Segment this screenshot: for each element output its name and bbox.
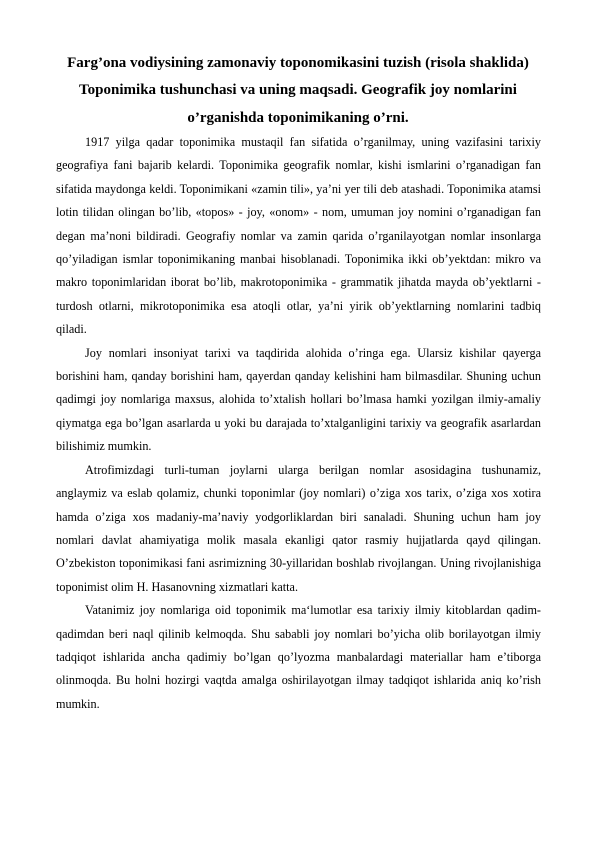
paragraph-3: Atrofimizdagi turli-tuman joylarni ularga berilgan nomlar asosidagina tushunamiz, anglaymiz va eslab qolamiz, chunki toponimlar (joy nomlari) o’ziga xos tarix, o’ziga xos xotira hamda o’ziga xos madaniy-ma’naviy yodgorliklardan biri sanaladi. Shuning uchun ham joy nomlari davlat ahamiyatiga molik masala ekanligi qator rasmiy hujjatlarda qayd qilingan. O’zbekiston toponimikasi fani asrimizning 30-yillaridan boshlab rivojlangan. Uning rivojlanishiga toponimist olim H. Hasanovning xizmatlari katta. [56, 462, 541, 594]
paragraph-2: Joy nomlari insoniyat tarixi va taqdirida alohida o’ringa ega. Ularsiz kishilar qayerga borishini ham, qanday borishini ham, qayerdan qanday kelishini ham bilmasdilar. Shuning uchun qadimgi joy nomlariga maxsus, alohida to’xtalish hollari bo’lmasa hamki yozilgan ilmiy-amaliy qiymatga ega bo’lgan asarlarda u yoki bu darajada to’xtalganligini tarixiy va geografik asarlardan bilishimiz mumkin. [56, 345, 541, 454]
paragraph-1: 1917 yilga qadar toponimika mustaqil fan sifatida o’rganilmay, uning vazifasini tarixiy geografiya fani bajarib kelardi. Toponimika geografik nomlar, kishi ismlarini o’rganadigan fan sifatida maydonga keldi. Toponimikani «zamin tili», ya’ni yer tili deb atashadi. Toponimika atamsi lotin tilidan olingan bo’lib, «topos» - joy, «onom» - nom, umuman joy nomini o’rganadigan fan degan ma’noni bildiradi. Geografiy nomlar va zamin qarida o’rganilayotgan nomlar insonlarga qo’yiladigan ismlar toponimikaning manbai hisoblanadi. Toponimika ikki ob’yektdan: mikro va makro toponimlaridan iborat bo’lib, makrotoponimika - grammatik jihatda mayda ob’yektlarni - turdosh otlarni, mikrotoponimika esa atoqli otlar, ya’ni yirik ob’yektlarning nomlarini tadbiq qiladi. [56, 135, 541, 337]
document-title-line-3: o’rganishda toponimikaning o’rni. [187, 110, 409, 126]
document-title-line-1: Farg’ona vodiysining zamonaviy toponomikasini tuzish (risola shaklida) [67, 55, 529, 71]
paragraph-4: Vatanimiz joy nomlariga oid toponimik ma‘lumotlar esa tarixiy ilmiy kitoblardan qadim-qadimdan beri naql qilinib kelmoqda. Shu sababli joy nomlari bo’yicha olib borilayotgan ilmiy tadqiqot ishlarida ancha qadimiy bo’lgan qo’lyozma manbalardagi materiallar ham e’tiborga olinmoqda. Bu holni hozirgi vaqtda amalga oshirilayotgan ilmay tadqiqot ishlarida aniq ko’rish mumkin. [56, 603, 541, 711]
document-body [56, 131, 541, 716]
document-title-line-2: Toponimika tushunchasi va uning maqsadi. Geografik joy nomlarini [79, 82, 517, 98]
